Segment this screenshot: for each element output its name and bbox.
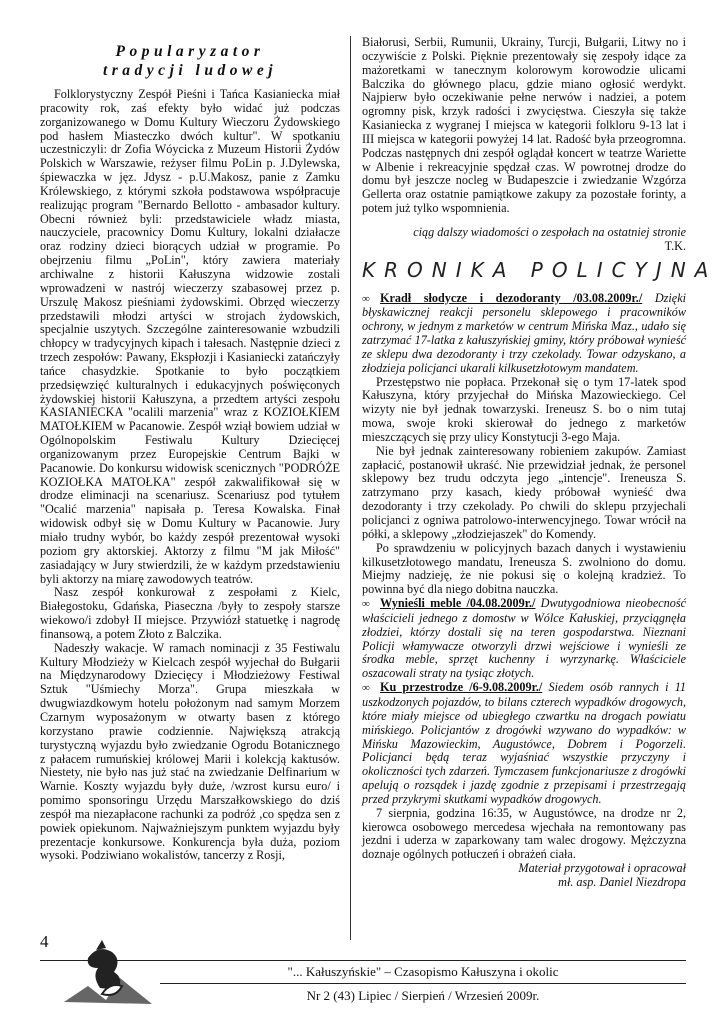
footer-rule-middle	[160, 983, 686, 984]
signature-line-1: Materiał przygotował i opracował	[518, 861, 686, 876]
news-paragraph: 7 sierpnia, godzina 16:35, w Augustówce, na drodze nr 2, kierowca osobowego mercedesa wjechała na remontowany pas jezdni i uderza w zaparkowany tam walec drogowy. Mężczyzna doznaje ogólnych potłuczeń i obrażeń ciała.	[362, 805, 686, 862]
article-paragraph: Folklorystyczny Zespół Pieśni i Tańca Kasianiecka miał pracowity rok, zaś efekty było widać już podczas zorganizowanego w Domu Kultury Wieczoru Żydowskiego pod hasłem Miasteczko dwóch kultur". W spotkaniu uczestniczyli: dr Zofia Wóycicka z Muzeum Historii Żydów Polskich w Warszawie, reżyser filmu PoLin p. J.Dylewska, śpiewaczka w jęz. Jdysz - p.U.Makosz, panie z Zamku Królewskiego, z którymi szkoła podstawowa współpracuje realizując program "Bernardo Bellotto - ambasador kultury. Obecni również byli: przedstawiciele władz miasta, nauczyciele, pracownicy Domu Kultury, lokalni działacze oraz rodziny dzieci biorących udział w programie. Po obejrzeniu filmu „PoLin", który zawiera materiały archiwalne z historii Kałuszyna widzowie zostali wprowadzeni w nastrój wieczerzy szabasowej przez p. Urszulę Makosz pieśniami żydowskimi. Obrzęd wieczerzy przedstawili młodzi artyści w strojach żydowskich, specjalnie uszytych. Szczególne zainteresowanie wzbudzili chłopcy w tradycyjnych kipach i tałesach. Następnie dzieci z trzech zespołów: Pawany, Ekspłozji i Kasianiecki zatańczyły tańce chasydzkie. Spotkanie to było początkiem przedsięwzięć kulturalnych i edukacyjnych poświęconych żydowskiej historii Kałuszyna, a przedtem artyści zespołu KASIANIECKA "ocalili marzenia" wraz z KOZIOŁKIEM MATOŁKIEM w Pacanowie. Zespół wziął bowiem udział w Ogólnopolskim Festiwalu Kultury Dziecięcej organizowanym przez Europejskie Centrum Bajki w Pacanowie. Do konkursu widowisk scenicznych "PODRÓŻE KOZIOŁKA MATOŁKA" zespół zakwalifikował się w drodze eliminacji na scenariusz. Scenariusz pod tytułem "Ocalić marzenia" napisała p. Teresa Kowalska. Finał widowisk odbył się w Domu Kultury w Pacanowie. Jury miało trudny wybór, bo każdy zespół prezentował wysoki poziom gry aktorskiej. Aktorzy z filmu "M jak Miłość" zasiadający w Jury stwierdzili, że w każdym przedstawieniu byli aktorzy na miarę zawodowych teatrów.	[40, 87, 340, 586]
news-lead: Dwutygodniowa nieobecność właścicieli jednego z domostw w Wólce Kałuskiej, przyciągnęła złodziei, którzy dostali się na teren gospodarstwa. Nieznani Policji włamywacze otworzyli drzwi wejściowe i wynieśli ze środka meble, sprzęt kuchenny i wyrzynarkę. Właściciele oszacowali straty na tysiąc złotych.	[362, 596, 686, 681]
left-column	[40, 36, 340, 863]
news-headline: Kradł słodycze i dezodoranty /03.08.2009r./	[380, 290, 643, 305]
news-item-2	[362, 597, 686, 681]
right-column	[362, 35, 718, 890]
page-number: 4	[40, 932, 49, 951]
bullet-icon: ∞	[362, 598, 370, 611]
news-item-1	[362, 292, 686, 376]
footer-publication: "... Kałuszyńskie" – Czasopismo Kałuszyna i okolic	[287, 964, 559, 979]
bullet-icon: ∞	[362, 292, 370, 305]
article-title-line-2: tradycji ludowej	[102, 62, 278, 79]
news-paragraph: Przestępstwo nie popłaca. Przekonał się o tym 17-latek spod Kałuszyna, który przyjechał do Mińska Mazowieckiego. Cel wizyty nie był jednak towarzyski. Ireneusz S. bo o nim tutaj mowa, swoje kroki skierował do jednego z marketów mieszczących się przy ulicy Konstytucji 3-ego Maja.	[362, 374, 686, 444]
bullet-icon: ∞	[362, 682, 370, 695]
news-paragraph: Po sprawdzeniu w policyjnych bazach danych i wystawieniu kilkusetzłotowego mandatu, Ireneusza S. zwolniono do domu. Miejmy nadzieję, że nie pokusi się o kolejną kradzież. To powinna być dla niego dobitna nauczka.	[362, 540, 686, 597]
footer-issue: Nr 2 (43) Lipiec / Sierpień / Wrzesień 2009r.	[306, 988, 540, 1003]
news-headline: Wynieśli meble /04.08.2009r./	[380, 596, 536, 611]
article-continuation: Białorusi, Serbii, Rumunii, Ukrainy, Turcji, Bułgarii, Litwy no i oczywiście z Polski. Pięknie prezentowały się zespoły idące za mażoretkami w tanecznym kolorowym korowodzie ulicami Balczika do głównego placu, gdzie miano ogłosić werdykt. Najpierw było oczekiwanie pełne nerwów i nadziei, a potem ogromny pisk, krzyk radości i zwycięstwa. Cieszyła się także Kasianiecka z wygranej I miejsca w kategorii folkloru 9-13 lat i III miejsca w kategorii powyżej 14 lat. Radość była przeogromna. Podczas następnych dni zespół oglądał koncert w teatrze Wariette w Albenie i rekreacyjnie spędzał czas. W powrotnej drodze do domu był jeszcze nocleg w Budapeszcie i zwiedzanie Wzgórza Gellerta oraz ostatnie pamiątkowe zakupy za pozostałe forinty, a potem już tylko wspomnienia.	[362, 35, 686, 216]
article-paragraph: Nadeszły wakacje. W ramach nominacji z 35 Festiwalu Kultury Młodzieży w Kielcach zespół wyjechał do Bułgarii na Międzynarodowy Dziecięcy i Młodzieżowy Festiwal Sztuk "Uśmiechy Morza". Grupa mieszkała w dwugwiazdkowym hotelu położonym nad samym Morzem Czarnym wyposażonym w otwarty basen z którego korzystano prawie codziennie. Największą atrakcją turystyczną wyjazdu było zwiedzanie Ogrodu Botanicznego z pałacem rumuńskiej królowej Marii i kolekcją kaktusów. Niestety, nie było nas już stać na zwiedzanie Delfinarium w Warnie. Koszty wyjazdu były duże, /wzrost kursu euro/ i pomimo sponsoringu Urzędu Marszałkowskiego do dziś zespół ma niezapłacone rachunki za podróż ,co spędza sen z powiek opiekunom. Najważniejszym punktem wyjazdu były prezentacje konkursowe. Konkurencja była duża, poziom wysoki. Podziwiano wokalistów, tancerzy z Rosji,	[40, 640, 340, 863]
news-headline: Ku przestrodze /6-9.08.2009r./	[380, 680, 543, 695]
news-lead: Dzięki błyskawicznej reakcji personelu sklepowego i pracowników ochrony, w jednym z marketów w centrum Mińska Maz., udało się zatrzymać 17-latka z kałuszyńskiej gminy, który próbował wynieść ze sklepu dwa dezodoranty i trzy czekolady. Towar odzyskano, a złodzieja policjanci ukarali kilkusetzłotowym mandatem.	[362, 290, 686, 375]
news-item-3	[362, 681, 686, 807]
news-paragraph: Nie był jednak zainteresowany robieniem zakupów. Zamiast zapłacić, postanowił ukraść. Nie przewidział jednak, że personel sklepowy bez trudu odczyta jego „intencje". Ireneusza S. zatrzymano przy kasach, kiedy próbował wynieść dwa dezodoranty i trzy czekolady. Po chwili do sklepu przyjechali policjanci z ogniwa patrolowo-interwencyjnego. Towar wrócił na półki, a sklepowy „złodziejaszek" do Komendy.	[362, 443, 686, 541]
footer-rule-top	[40, 960, 686, 961]
police-chronicle-heading: KRONIKA POLICYJNA	[362, 257, 718, 282]
article-title	[40, 42, 340, 80]
column-divider	[350, 36, 351, 940]
news-lead: Siedem osób rannych i 11 uszkodzonych pojazdów, to bilans czterech wypadków drogowych, które miały miejsce od ubiegłego czwartku na drogach powiatu mińskiego. Policjantów z drogówki wzywano do wypadków: w Mińsku Mazowieckim, Augustówce, Dobrem i Pogorzeli. Policjanci będą teraz wyjaśniać wszystkie przyczyny i okoliczności tych zdarzeń. Tymczasem funkcjonariusze z drogówki apelują o rozsądek i jazdę zgodnie z przepisami i przestrzegają przed przykrymi skutkami wypadków drogowych.	[362, 680, 686, 806]
article-paragraph: Nasz zespół konkurował z zespołami z Kielc, Białegostoku, Gdańska, Piaseczna /były to zespoły starsze wiekowo/i zdobył II miejsce. Przywiózł statuetkę i nagrodę finansową, a potem Złoto z Balczika.	[40, 585, 340, 641]
article-title-line-1: Popularyzator	[115, 43, 265, 60]
continued-note: ciąg dalszy wiadomości o zespołach na ostatniej stronie	[413, 224, 686, 239]
signature-line-2: mł. asp. Daniel Niezdropa	[558, 874, 686, 889]
magazine-logo-icon	[58, 938, 158, 1016]
author-initials: T.K.	[664, 238, 686, 253]
